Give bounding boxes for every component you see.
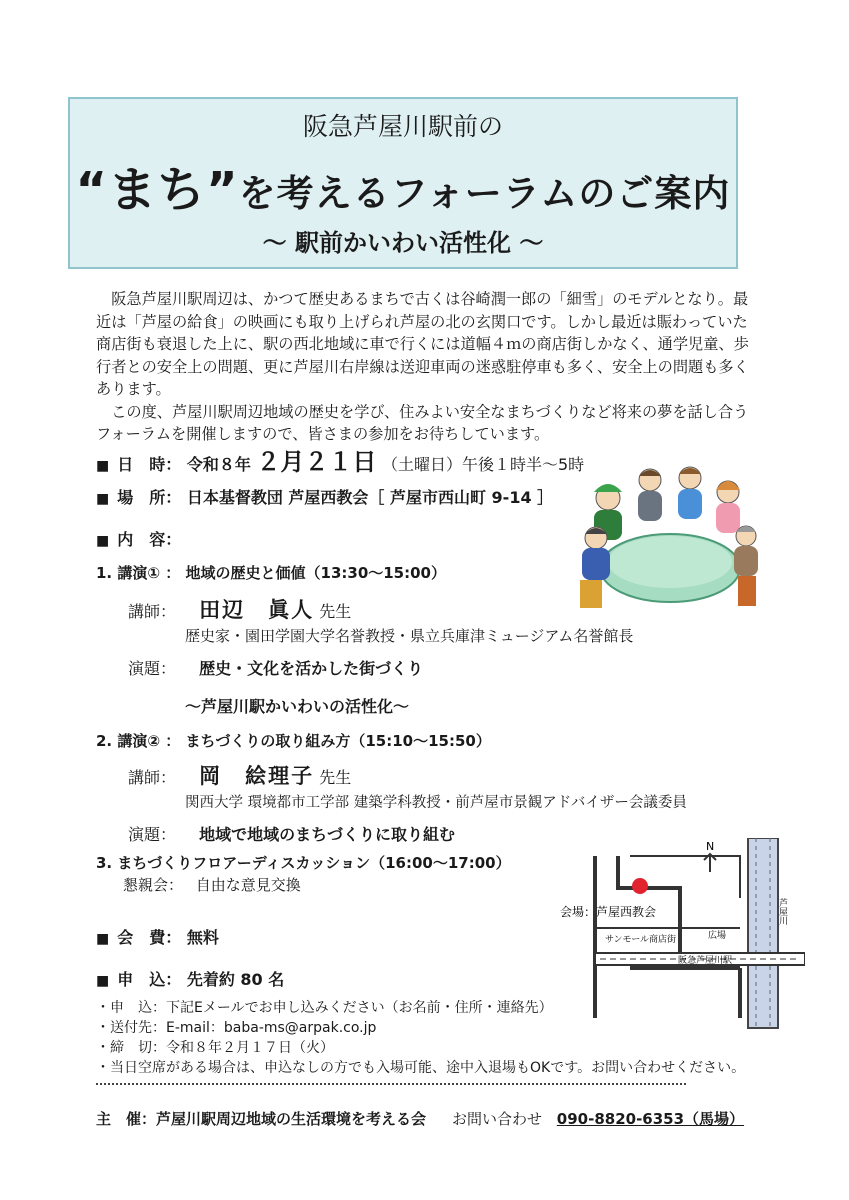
topic-title: 歴史・文化を活かした街づくり xyxy=(199,659,424,678)
person-figure xyxy=(716,481,740,533)
bullet-square-icon: ■ xyxy=(96,931,110,947)
bullet-square-icon: ■ xyxy=(96,533,110,549)
program-3-social xyxy=(123,874,301,895)
map-street-label: サンモール商店街 xyxy=(605,935,677,945)
topic-label: 演題： xyxy=(128,825,177,844)
datetime-date: ２月２１日 xyxy=(256,448,377,476)
content-row xyxy=(96,527,181,550)
program-1-topic xyxy=(128,656,423,679)
note-item: ・締 切：令和８年２月１７日（火） xyxy=(96,1040,334,1056)
map-river-label: 芦屋川 xyxy=(777,898,787,925)
header-banner xyxy=(68,97,738,269)
venue-row xyxy=(96,485,553,508)
lecturer-label: 講師： xyxy=(128,602,177,621)
intro-text xyxy=(96,288,761,446)
header-tagline: ～ 駅前かいわい活性化 ～ xyxy=(262,229,544,257)
lecturer-name: 田辺 眞人 xyxy=(199,598,315,622)
contact-phone: 090-8820-6353（馬場） xyxy=(556,1110,745,1128)
lecturer-honorific: 先生 xyxy=(319,768,352,787)
program-1-lecturer xyxy=(128,594,351,624)
fee-value: 無料 xyxy=(186,928,219,947)
venue-value: 日本基督教団 芦屋西教会［ 芦屋市西山町 9-14 ］ xyxy=(186,488,554,507)
program-1-affiliation: 歴史家・園田学園大学名誉教授・県立兵庫津ミュージアム名誉館長 xyxy=(185,627,634,645)
program-2-affiliation: 関西大学 環境都市工学部 建築学科教授・前芦屋市景観アドバイザー会議委員 xyxy=(185,795,687,811)
page-title xyxy=(70,151,736,220)
lecturer-label: 講師： xyxy=(128,768,177,787)
fee-label: 会 費： xyxy=(117,928,182,947)
datetime-era: 令和８年 xyxy=(186,455,251,474)
note-item: ・送付先：E-mail：baba-ms@arpak.co.jp xyxy=(96,1020,377,1036)
meeting-illustration xyxy=(570,458,770,618)
contact xyxy=(452,1108,744,1129)
topic-title: 地域で地域のまちづくりに取り組む xyxy=(199,825,455,844)
map-station-label: 阪急芦屋川駅 xyxy=(678,956,733,966)
header-subtitle: 阪急芦屋川駅前の xyxy=(302,112,503,141)
person-figure xyxy=(734,526,758,606)
datetime-rest: （土曜日）午後１時半～5時 xyxy=(382,455,585,474)
title-quote: “まち” xyxy=(75,162,239,218)
note-item: ・当日空席がある場合は、申込なしの方でも入場可能、途中入退場もOKです。お問い合わせください。 xyxy=(96,1060,746,1076)
program-3-heading: 3. まちづくりフロアーディスカッション（16:00～17:00） xyxy=(96,854,511,872)
program-1-heading: 1. 講演① ： 地域の歴史と価値（13:30～15:00） xyxy=(96,564,446,582)
apply-value: 先着約 80 名 xyxy=(186,970,285,989)
venue-marker-icon xyxy=(632,878,648,894)
datetime-label: 日 時： xyxy=(117,455,182,474)
program-2-heading: 2. 講演② ： まちづくりの取り組み方（15:10～15:50） xyxy=(96,732,491,750)
topic-label: 演題： xyxy=(128,659,177,678)
fee-row xyxy=(96,925,219,948)
organizer: 主 催：芦屋川駅周辺地域の生活環境を考える会 xyxy=(96,1110,427,1128)
program-2-lecturer xyxy=(128,760,351,790)
venue-label: 場 所： xyxy=(117,488,182,507)
dotted-divider xyxy=(96,1083,686,1085)
intro-paragraph-2: この度、芦屋川駅周辺地域の歴史を学び、住みよい安全なまちづくりなど将来の夢を話し合うフォーラムを開催しますので、皆さまの参加をお待ちしています。 xyxy=(96,402,749,443)
program-2-topic xyxy=(128,822,455,845)
person-figure xyxy=(580,527,610,608)
map-venue-label: 会場：芦屋西教会 xyxy=(560,905,657,919)
person-figure xyxy=(638,469,662,521)
bullet-square-icon: ■ xyxy=(96,491,110,507)
lecturer-honorific: 先生 xyxy=(319,602,352,621)
title-rest: を考えるフォーラムのご案内 xyxy=(238,172,731,215)
lecturer-name: 岡 絵理子 xyxy=(199,764,315,788)
bullet-square-icon: ■ xyxy=(96,458,110,474)
program-1-subtopic: ～芦屋川駅かいわいの活性化～ xyxy=(185,697,410,716)
person-figure xyxy=(678,467,702,519)
bullet-square-icon: ■ xyxy=(96,973,110,989)
social-label: 懇親会： xyxy=(123,876,184,894)
north-label: N xyxy=(706,840,715,853)
apply-label: 申 込： xyxy=(117,970,182,989)
location-map xyxy=(560,838,805,1038)
contact-label: お問い合わせ xyxy=(452,1110,543,1128)
social-value: 自由な意見交換 xyxy=(195,876,301,894)
content-label: 内 容： xyxy=(117,530,182,549)
datetime-row xyxy=(96,442,584,477)
map-plaza-label: 広場 xyxy=(708,931,727,941)
intro-paragraph-1: 阪急芦屋川駅周辺は、かつて歴史あるまちで古くは谷崎潤一郎の「細雪」のモデルとなり。最近は「芦屋の給食」の映画にも取り上げられ芦屋の北の玄関口です。しかし最近は賑わっていた商店街も衰退した上に、駅の西北地域に車で行くには道幅４ｍの商店街しかなく、通学児童、歩行者との安全上の問題、更に芦屋川右岸線は送迎車両の迷惑駐停車も多く、安全上の問題も多くあります。 xyxy=(96,290,749,398)
note-item: ・申 込：下記Eメールでお申し込みください（お名前・住所・連絡先） xyxy=(96,1000,553,1016)
apply-row xyxy=(96,967,284,990)
